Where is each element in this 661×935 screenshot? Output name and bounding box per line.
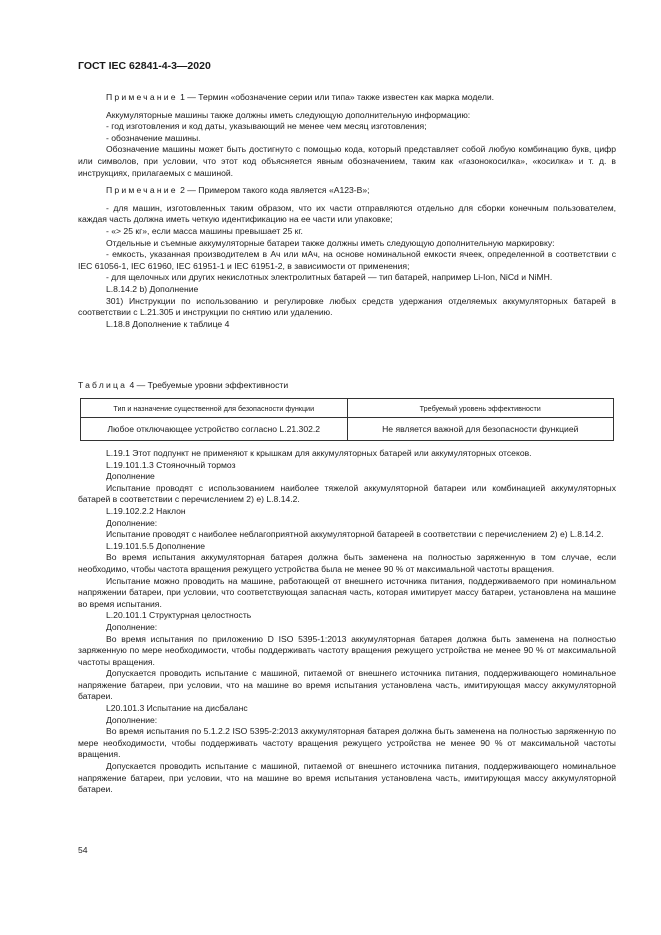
paragraph: L.20.101.1 Структурная целостность (106, 610, 252, 621)
document-header: ГОСТ IEC 62841-4-3—2020 (78, 60, 211, 72)
paragraph: Аккумуляторные машины также должны иметь следующую дополнительную информацию: (106, 109, 471, 120)
paragraph: L.8.14.2 b) Дополнение (106, 283, 199, 294)
table-header-row (81, 399, 614, 418)
paragraph: - для машин, изготовленных таким образом, что их части отправляются отдельно для сборки конечным пользователем, каждая часть должна иметь четкую идентификацию на ее части или упаковке; (78, 202, 616, 225)
table-row (81, 418, 614, 441)
table-header-cell: Тип и назначение существенной для безопасности функции (81, 399, 348, 418)
paragraph: L.18.8 Дополнение к таблице 4 (106, 318, 230, 329)
table-header-cell: Требуемый уровень эффективности (347, 399, 614, 418)
paragraph: Допускается проводить испытание с машиной, питаемой от внешнего источника питания, поддерживающего номинальное напряжение батареи, при условии, что на машине во время испытания установлена часть, имитирующая массу аккумуляторной батареи. (78, 761, 616, 795)
paragraph: - «> 25 кг», если масса машины превышает 25 кг. (106, 225, 303, 236)
paragraph: Во время испытания аккумуляторная батарея должна быть заменена на полностью заряженную в том случае, если необходимо, чтобы частота вращения режущего устройства была не менее 90 % от максимальной частоты вращения. (78, 552, 616, 574)
paragraph: - емкость, указанная производителем в Ач или мАч, на основе номинальной емкости ячеек, определенной в соответствии с IEC 61056-1, IEC 61960, IEC 61951-1 и IEC 61951-2, в зависимости от применения; (78, 249, 616, 271)
note-2: Примечание 2 — Примером такого кода является «A123-B»; (106, 185, 370, 196)
section-block-2 (78, 448, 616, 796)
table-cell: Любое отключающее устройство согласно L.21.302.2 (81, 418, 348, 441)
paragraph: L20.101.3 Испытание на дисбаланс (106, 703, 248, 714)
paragraph: Испытание проводят с использованием наиболее тяжелой аккумуляторной батареи или комбинацией аккумуляторных батарей в соответствии с перечислением 2) е) L.8.14.2. (78, 482, 616, 505)
paragraph: Дополнение: (106, 621, 158, 632)
paragraph: Испытание можно проводить на машине, работающей от внешнего источника питания, поддерживаемого при номинальном напряжении батареи, при условии, что соответствующая запасная часть, которая имитирует массу батареи, установлена на машине во время испытания. (78, 575, 616, 609)
paragraph: Отдельные и съемные аккумуляторные батареи также должны иметь следующую дополнительную маркировку: (106, 237, 555, 248)
paragraph: Допускается проводить испытание с машиной, питаемой от внешнего источника питания, поддерживающего номинальное напряжение батареи, при условии, что на машине во время испытания установлена часть, имитирующая массу аккумуляторной батареи. (78, 668, 616, 702)
paragraph: L.19.101.1.3 Стояночный тормоз (106, 459, 236, 470)
section-block-1 (78, 92, 616, 330)
paragraph: - обозначение машины. (106, 132, 201, 143)
paragraph: L.19.101.5.5 Дополнение (106, 540, 205, 551)
paragraph: Дополнение (106, 471, 155, 482)
page-number: 54 (78, 845, 88, 855)
paragraph: Обозначение машины может быть достигнуто с помощью кода, который представляет собой любую комбинацию букв, цифр или символов, при условии, что этот код объясняется явным обозначением, таким как «газонокосилка», «косилка» и т. д. в инструкциях, прилагаемых с машиной. (78, 144, 616, 178)
paragraph: - для щелочных или других некислотных электролитных батарей — тип батарей, например Li-Ion, NiCd и NiMH. (106, 272, 553, 283)
paragraph: Испытание проводят с наиболее неблагоприятной аккумуляторной батареей в соответствии с перечислением 2) е) L.8.14.2. (106, 529, 604, 540)
paragraph: L.19.102.2.2 Наклон (106, 505, 186, 516)
paragraph: - год изготовления и код даты, указывающий не менее чем месяц изготовления; (106, 121, 427, 132)
paragraph: Дополнение: (106, 517, 158, 528)
paragraph: Дополнение: (106, 714, 158, 725)
paragraph: Во время испытания по 5.1.2.2 ISO 5395-2:2013 аккумуляторная батарея должна быть заменена на полностью заряженную по мере необходимости, чтобы поддерживать частоту вращения режущего устройства не менее 90 % от максимальной частоты вращения. (78, 726, 616, 760)
paragraph: Во время испытания по приложению D ISO 5395-1:2013 аккумуляторная батарея должна быть заменена на полностью заряженную по мере необходимости, чтобы поддерживать частоту вращения режущего устройства не менее 90 % от максимальной частоты вращения. (78, 633, 616, 667)
paragraph: L.19.1 Этот подпункт не применяют к крышкам для аккумуляторных батарей или аккумуляторных отсеков. (106, 448, 532, 458)
paragraph: 301) Инструкции по использованию и регулировке любых средств удержания отделяемых аккумуляторных батарей в соответствии с L.21.305 и инструкции по снятию или удалению. (78, 295, 616, 318)
note-1: Примечание 1 — Термин «обозначение серии или типа» также известен как марка модели. (106, 92, 495, 102)
table-caption: Таблица 4 — Требуемые уровни эффективности (78, 380, 289, 390)
efficiency-table (80, 398, 614, 441)
table-cell: Не является важной для безопасности функцией (347, 418, 614, 441)
